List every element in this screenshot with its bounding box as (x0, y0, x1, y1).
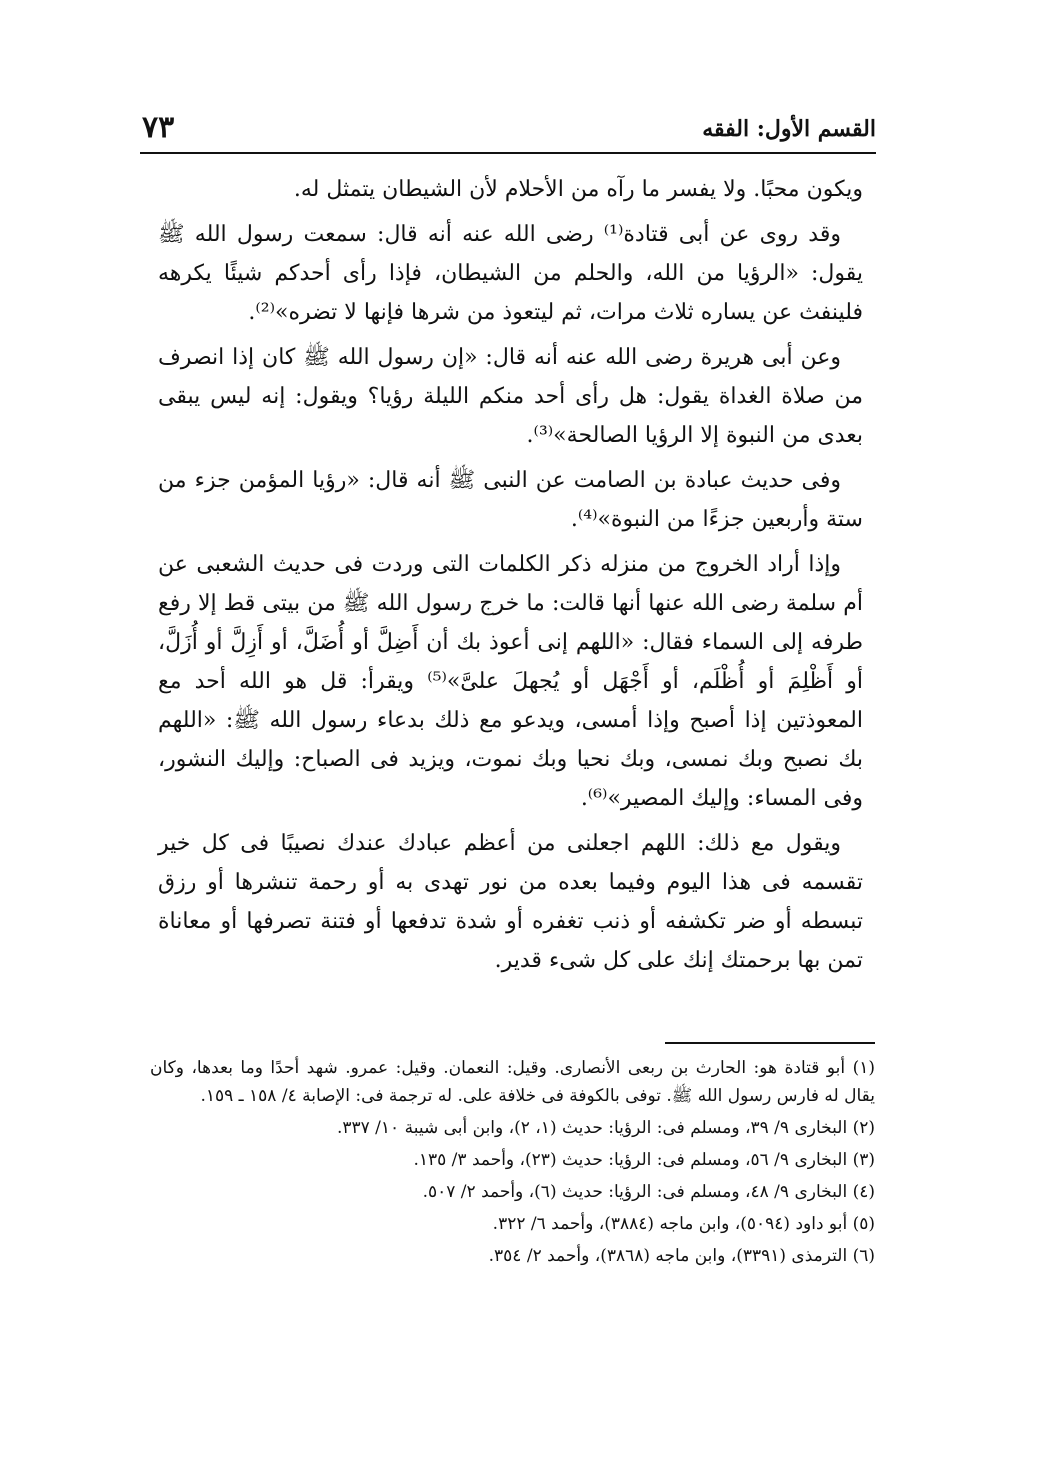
main-text (158, 170, 863, 986)
footnotes (150, 1054, 875, 1274)
footnote-divider (665, 1042, 875, 1044)
paragraph: وإذا أراد الخروج من منزله ذكر الكلمات التى وردت فى حديث الشعبى عن أم سلمة رضى الله عنها أنها قالت: ما خرج رسول الله ﷺ من بيتى قط إلا رفع طرفه إلى السماء فقال: «اللهم إنى أعوذ بك أن أَضِلَّ أو أُضَلَّ، أو أَزِلَّ أو أُزَلَّ، أو أَظْلِمَ أو أُظْلَم، أو أَجْهَل أو يُجهلَ علىَّ»⁽⁵⁾ ويقرأ: قل هو الله أحد مع المعوذتين إذا أصبح وإذا أمسى، ويدعو مع ذلك بدعاء رسول الله ﷺ: «اللهم بك نصبح وبك نمسى، وبك نحيا وبك نموت، ويزيد فى الصباح: وإليك النشور، وفى المساء: وإليك المصير»⁽⁶⁾. (158, 552, 863, 811)
paragraph: ويكون محبًا. ولا يفسر ما رآه من الأحلام لأن الشيطان يتمثل له. (293, 177, 863, 202)
header-divider (140, 152, 876, 154)
footnote: (١) أبو قتادة هو: الحارث بن ربعى الأنصارى. وقيل: النعمان. وقيل: عمرو. شهد أحدًا وما بعدها، وكان يقال له فارس رسول الله ﷺ. توفى بالكوفة فى خلافة على. له ترجمة فى: الإصابة ٤/ ١٥٨ ـ ١٥٩. (150, 1058, 875, 1106)
footnote: (٤) البخارى ٩/ ٤٨، ومسلم فى: الرؤيا: حديث (٦)، وأحمد ٢/ ٥٠٧. (422, 1182, 875, 1202)
running-header (140, 108, 876, 148)
paragraph: وفى حديث عبادة بن الصامت عن النبى ﷺ أنه قال: «رؤيا المؤمن جزء من ستة وأربعين جزءًا من النبوة»⁽⁴⁾. (158, 468, 863, 532)
footnote: (٢) البخارى ٩/ ٣٩، ومسلم فى: الرؤيا: حديث (١، ٢)، وابن أبى شيبة ١٠/ ٣٣٧. (336, 1118, 875, 1138)
footnote: (٣) البخارى ٩/ ٥٦، ومسلم فى: الرؤيا: حديث (٢٣)، وأحمد ٣/ ١٣٥. (413, 1150, 875, 1170)
page-number: ٧٣ (142, 110, 175, 145)
footnote: (٦) الترمذى (٣٣٩١)، وابن ماجه (٣٨٦٨)، وأحمد ٢/ ٣٥٤. (488, 1246, 875, 1266)
paragraph: ويقول مع ذلك: اللهم اجعلنى من أعظم عبادك عندك نصيبًا فى كل خير تقسمه فى هذا اليوم وفيما بعده من نور تهدى به أو رحمة تنشرها أو رزق تبسطه أو ضر تكشفه أو ذنب تغفره أو شدة تدفعها أو فتنة تصرفها أو معاناة تمن بها برحمتك إنك على كل شىء قدير. (158, 831, 863, 973)
section-title: القسم الأول: الفقه (702, 116, 876, 142)
paragraph: وعن أبى هريرة رضى الله عنه أنه قال: «إن رسول الله ﷺ كان إذا انصرف من صلاة الغداة يقول: هل رأى أحد منكم الليلة رؤيا؟ ويقول: إنه ليس يبقى بعدى من النبوة إلا الرؤيا الصالحة»⁽³⁾. (158, 345, 863, 448)
paragraph: وقد روى عن أبى قتادة⁽¹⁾ رضى الله عنه أنه قال: سمعت رسول الله ﷺ يقول: «الرؤيا من الله، والحلم من الشيطان، فإذا رأى أحدكم شيئًا يكرهه فلينفث عن يساره ثلاث مرات، ثم ليتعوذ من شرها فإنها لا تضره»⁽²⁾. (158, 222, 863, 325)
footnote: (٥) أبو داود (٥٠٩٤)، وابن ماجه (٣٨٨٤)، وأحمد ٦/ ٣٢٢. (492, 1214, 875, 1234)
